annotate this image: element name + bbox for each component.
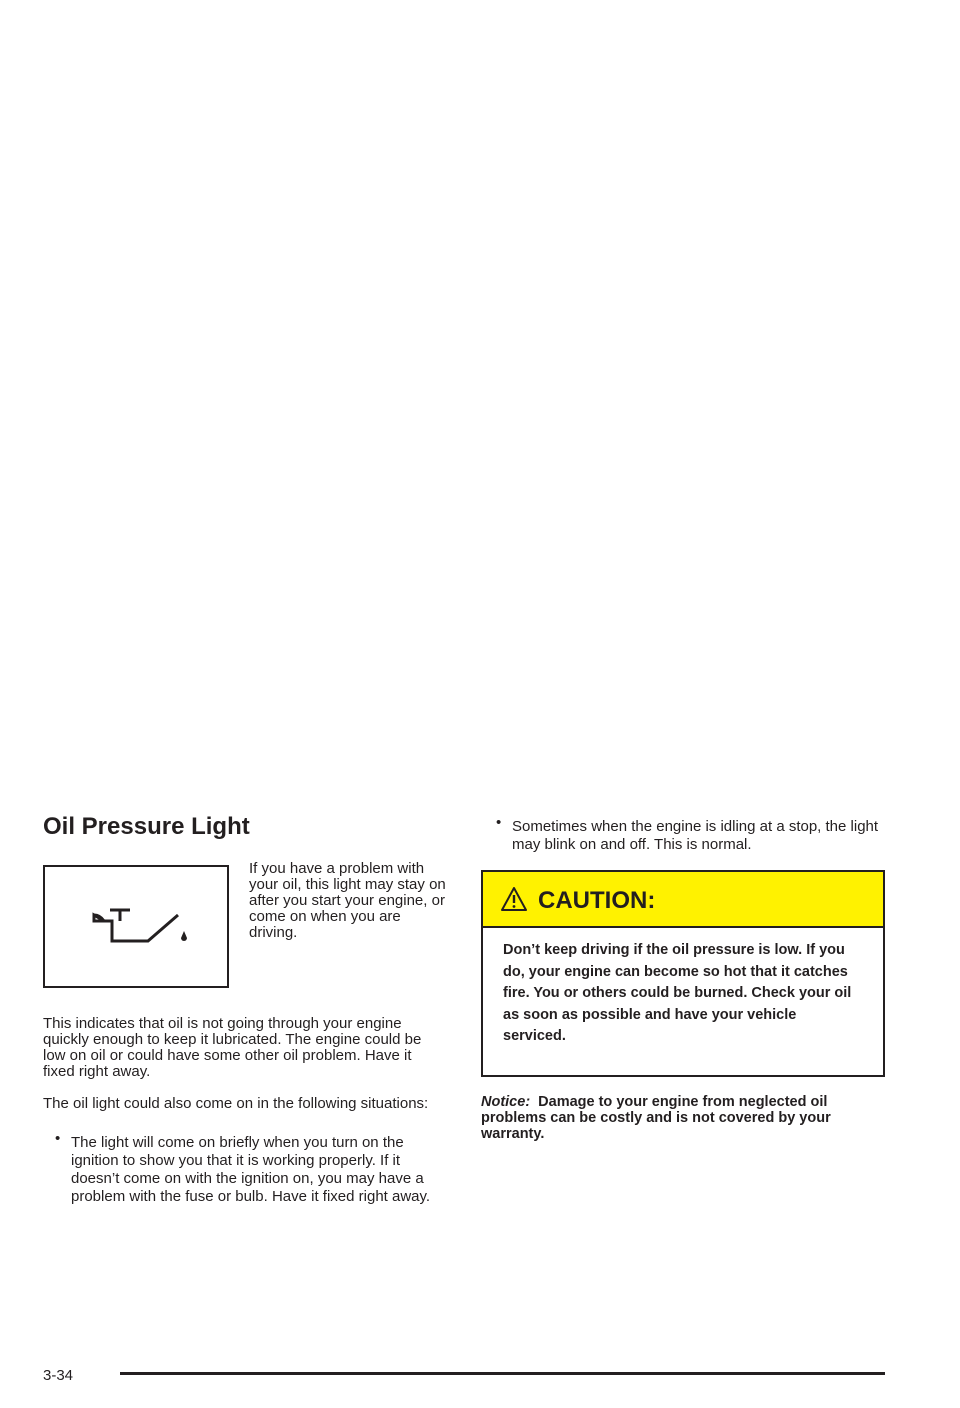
list-item: [55, 1130, 450, 1206]
oil-can-icon: [90, 907, 190, 949]
notice-label: Notice:: [481, 1094, 531, 1110]
caution-box: [481, 870, 885, 1077]
oil-light-intro: If you have a problem with your oil, this light may stay on after you start your engine, or come on when you are driving.: [249, 860, 446, 941]
page-number: 3-34: [43, 1367, 74, 1384]
list-item: [496, 814, 891, 854]
section-title: Oil Pressure Light: [43, 813, 250, 840]
bullet-icon: •: [55, 1130, 61, 1147]
notice-text: Damage to your engine from neglected oil problems can be costly and is not covered by your warranty.: [481, 1094, 831, 1142]
body-paragraph: The oil light could also come on in the following situations:: [43, 1095, 429, 1112]
list-item-text: The light will come on briefly when you turn on the ignition to show you that it is working properly. If it doesn’t come on with the ignition on, you may have a problem with the fuse or bulb. Have it fixed right away.: [71, 1134, 431, 1205]
footer-rule: [120, 1372, 885, 1375]
list-item-text: Sometimes when the engine is idling at a stop, the light may blink on and off. This is normal.: [512, 818, 879, 853]
bullet-icon: •: [496, 814, 502, 831]
body-paragraph: This indicates that oil is not going through your engine quickly enough to keep it lubricated. The engine could be low on oil or could have some other oil problem. Have it fixed right away.: [43, 1015, 422, 1080]
caution-header: [483, 872, 883, 928]
oil-light-symbol-box: [43, 865, 229, 988]
notice: [481, 1094, 891, 1142]
warning-triangle-icon: [500, 886, 528, 912]
caution-text: Don’t keep driving if the oil pressure is low. If you do, your engine can become so hot that it catches fire. You or others could be burned. Check your oil as soon as possible and have your vehicle serviced.: [503, 942, 852, 1044]
caution-title: CAUTION:: [538, 887, 656, 914]
